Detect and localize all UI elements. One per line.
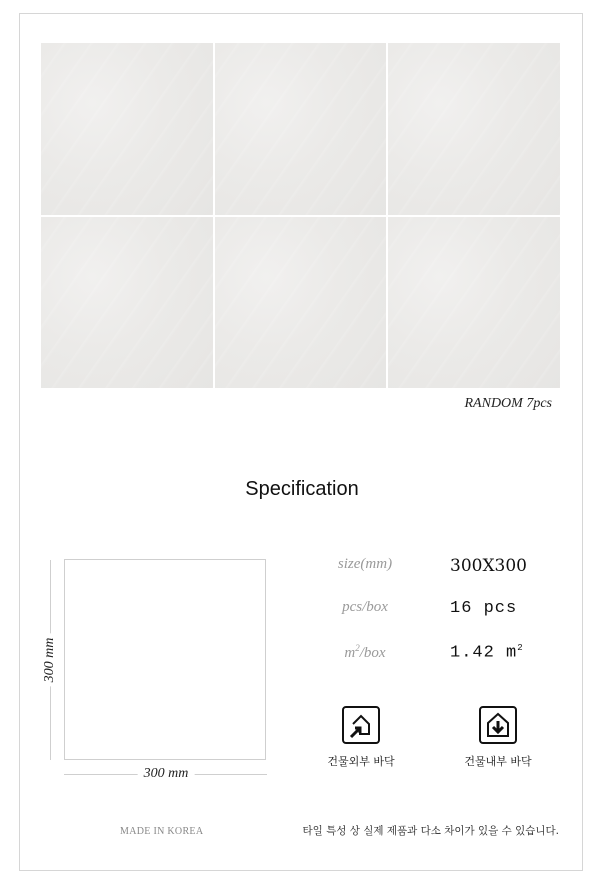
width-dimension-label: 300 mm bbox=[138, 766, 195, 782]
made-in-label: MADE IN KOREA bbox=[120, 826, 204, 837]
spec-value: 300X300 bbox=[450, 556, 527, 576]
tile-sample-image bbox=[41, 43, 560, 388]
tile-dimension-box bbox=[64, 559, 266, 760]
spec-row-pcs bbox=[300, 599, 580, 621]
outdoor-floor-label: 건물외부 바닥 bbox=[327, 755, 395, 768]
tile-piece bbox=[215, 217, 387, 389]
spec-row-area bbox=[300, 643, 580, 665]
spec-value: 1.42 $m^2$ bbox=[450, 643, 524, 663]
spec-label: $m^2$/box bbox=[344, 643, 386, 661]
tile-piece bbox=[388, 217, 560, 389]
indoor-floor-label: 건물내부 바닥 bbox=[464, 755, 532, 768]
tile-piece bbox=[215, 43, 387, 215]
indoor-floor-icon bbox=[479, 706, 517, 744]
tile-piece bbox=[41, 43, 213, 215]
spec-value: 16 pcs bbox=[450, 599, 518, 618]
outdoor-floor-icon bbox=[342, 706, 380, 744]
spec-row-size bbox=[300, 556, 580, 578]
product-notice: 타일 특성 상 실제 제품과 다소 차이가 있을 수 있습니다. bbox=[302, 825, 559, 837]
tile-piece bbox=[388, 43, 560, 215]
spec-label: pcs/box bbox=[342, 599, 388, 615]
random-pattern-label: RANDOM 7pcs bbox=[464, 396, 552, 411]
height-dimension-label: 300 mm bbox=[42, 634, 58, 687]
tile-piece bbox=[41, 217, 213, 389]
spec-label: size(mm) bbox=[337, 556, 393, 572]
specification-title: Specification bbox=[245, 478, 359, 500]
